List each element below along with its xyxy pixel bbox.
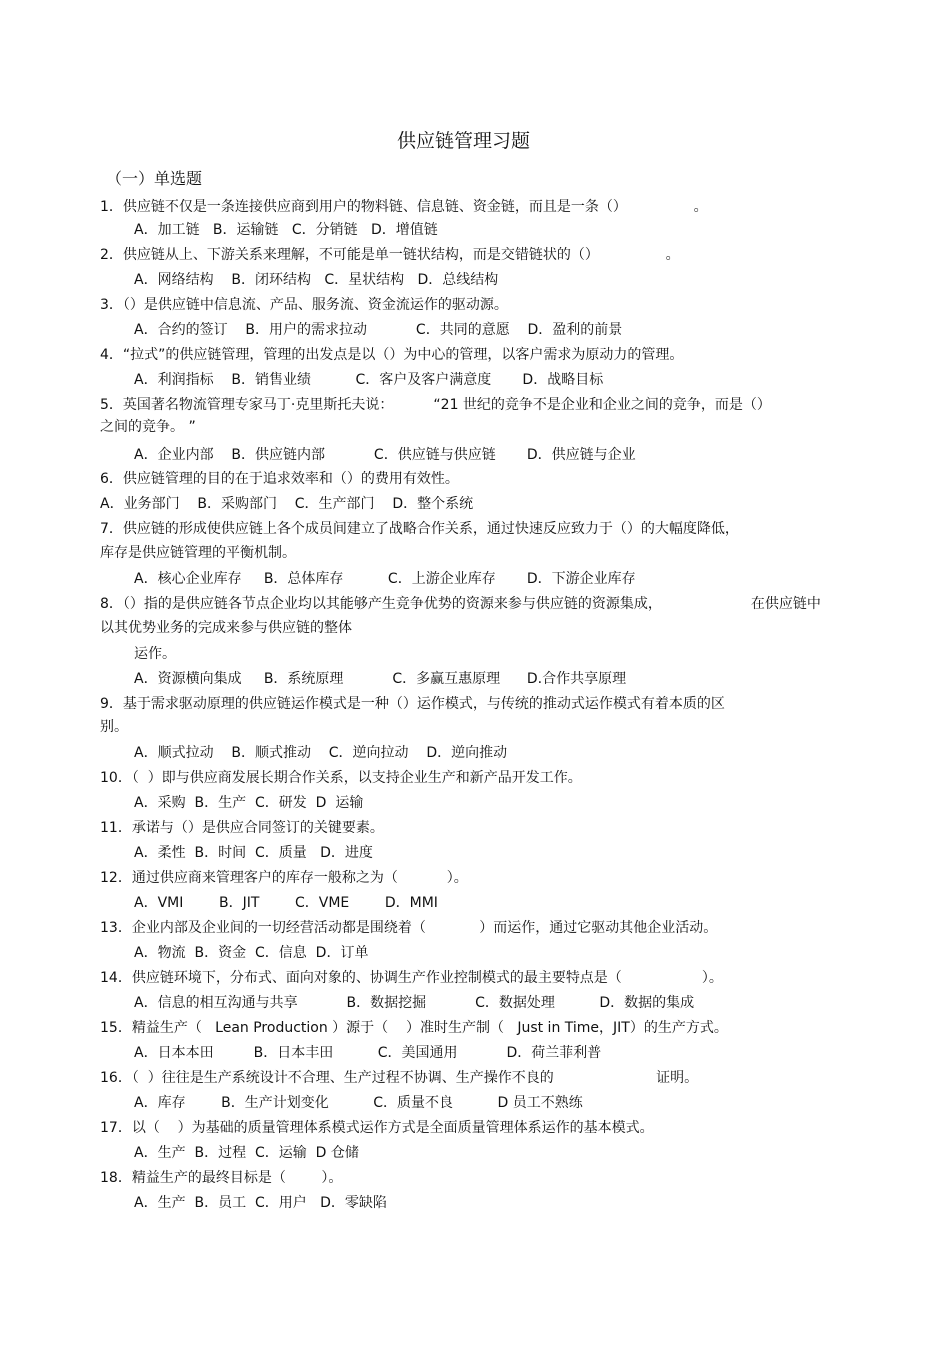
question-8-cont: 以其优势业务的完成来参与供应链的整体 (100, 620, 352, 636)
question-11: 11．承诺与（）是供应合同签订的关键要素。 (100, 820, 384, 836)
question-5-cont: 之间的竞争。 ” (100, 419, 196, 435)
page-title: 供应链管理习题 (397, 130, 531, 152)
question-10: 10．（ ）即与供应商发展长期合作关系，以支持企业生产和新产品开发工作。 (100, 770, 582, 786)
options-3: A．合约的签订 B．用户的需求拉动 C．共同的意愿 D．盈利的前景 (134, 322, 623, 338)
question-16: 16．（ ）往往是生产系统设计不合理、生产过程不协调、生产操作不良的 证明。 (100, 1070, 699, 1086)
options-7: A．核心企业库存 B．总体库存 C．上游企业库存 D．下游企业库存 (134, 571, 636, 587)
question-18: 18．精益生产的最终目标是（ ）。 (100, 1170, 343, 1186)
options-13: A．物流 B．资金 C．信息 D．订单 (134, 945, 369, 961)
options-2: A．网络结构 B．闭环结构 C．星状结构 D．总线结构 (134, 272, 499, 288)
options-1: A．加工链 B．运输链 C．分销链 D．增值链 (134, 222, 438, 238)
options-11: A．柔性 B．时间 C．质量 D．进度 (134, 845, 373, 861)
question-17: 17．以（ ）为基础的质量管理体系模式运作方式是全面质量管理体系运作的基本模式。 (100, 1120, 654, 1136)
question-1: 1．供应链不仅是一条连接供应商到用户的物料链、信息链、资金链，而且是一条（） 。 (100, 199, 708, 215)
question-7: 7．供应链的形成使供应链上各个成员间建立了战略合作关系，通过快速反应致力于（）的大幅度降低， (100, 521, 739, 537)
question-15: 15．精益生产（ Lean Production ）源于（ ）准时生产制（ Just in Time，JIT）的生产方式。 (100, 1020, 728, 1036)
question-3: 3．（）是供应链中信息流、产品、服务流、资金流运作的驱动源。 (100, 297, 508, 313)
question-8: 8．（）指的是供应链各节点企业均以其能够产生竞争优势的资源来参与供应链的资源集成， 在供应链中 (100, 596, 821, 612)
options-14: A．信息的相互沟通与共享 B．数据挖掘 C．数据处理 D．数据的集成 (134, 995, 695, 1011)
options-16: A．库存 B．生产计划变化 C．质量不良 D 员工不熟练 (134, 1095, 583, 1111)
question-13: 13．企业内部及企业间的一切经营活动都是围绕着（ ）而运作，通过它驱动其他企业活动。 (100, 920, 718, 936)
question-12: 12．通过供应商来管理客户的库存一般称之为（ ）。 (100, 870, 468, 886)
options-6: A．业务部门 B．采购部门 C．生产部门 D．整个系统 (100, 496, 474, 512)
section-heading: （一）单选题 (106, 169, 203, 188)
question-5: 5．英国著名物流管理专家马丁·克里斯托夫说： “21 世纪的竞争不是企业和企业之间的竞争，而是（） (100, 397, 771, 413)
options-4: A．利润指标 B．销售业绩 C．客户及客户满意度 D．战略目标 (134, 372, 604, 388)
options-5: A．企业内部 B．供应链内部 C．供应链与供应链 D．供应链与企业 (134, 447, 636, 463)
question-6: 6．供应链管理的目的在于追求效率和（）的费用有效性。 (100, 471, 459, 487)
options-10: A．采购 B．生产 C．研发 D 运输 (134, 795, 364, 811)
question-2: 2．供应链从上、下游关系来理解，不可能是单一链状结构，而是交错链状的（） 。 (100, 247, 680, 263)
question-7-cont: 库存是供应链管理的平衡机制。 (100, 545, 296, 561)
question-9: 9．基于需求驱动原理的供应链运作模式是一种（）运作模式，与传统的推动式运作模式有着本质的区 (100, 696, 725, 712)
options-8: A．资源横向集成 B．系统原理 C．多赢互惠原理 D.合作共享原理 (134, 671, 627, 687)
options-12: A．VMI B．JIT C．VME D．MMI (134, 895, 438, 911)
question-8-cont2: 运作。 (134, 646, 176, 662)
options-9: A．顺式拉动 B．顺式推动 C．逆向拉动 D．逆向推动 (134, 745, 508, 761)
question-14: 14．供应链环境下，分布式、面向对象的、协调生产作业控制模式的最主要特点是（ ）。 (100, 970, 723, 986)
options-17: A．生产 B．过程 C．运输 D 仓储 (134, 1145, 359, 1161)
question-9-cont: 别。 (100, 719, 128, 735)
question-4: 4．“拉式”的供应链管理，管理的出发点是以（）为中心的管理，以客户需求为原动力的管理。 (100, 347, 684, 363)
options-15: A．日本本田 B．日本丰田 C．美国通用 D．荷兰菲利普 (134, 1045, 602, 1061)
options-18: A．生产 B．员工 C．用户 D．零缺陷 (134, 1195, 387, 1211)
